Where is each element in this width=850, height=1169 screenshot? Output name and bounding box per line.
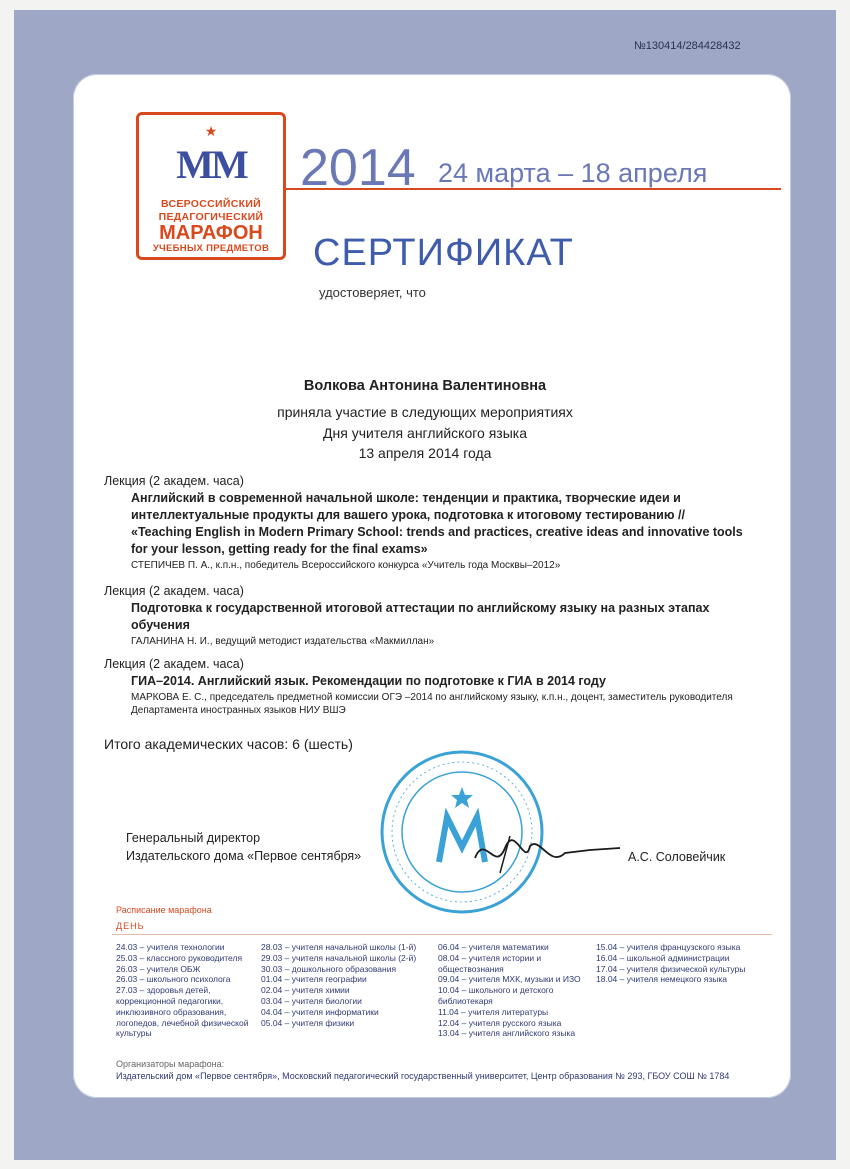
recipient-line3: 13 апреля 2014 года	[358, 445, 492, 461]
schedule-item: 13.04 – учителя английского языка	[438, 1028, 576, 1039]
schedule-item: 24.03 – учителя технологии	[116, 942, 225, 952]
schedule-item: 28.03 – учителя начальной школы (1-й)	[261, 942, 417, 952]
certificate-subtitle: удостоверяет, что	[319, 285, 426, 300]
lecture-1	[104, 474, 744, 572]
logo-line4: УЧЕБНЫХ ПРЕДМЕТОВ	[152, 243, 270, 254]
schedule-item: 01.04 – учителя географии	[261, 974, 367, 985]
schedule-item: 16.04 – школьной администрации	[596, 952, 730, 963]
lecture-title: Подготовка к государственной итоговой аттестации по английскому языку на разных этапах обучения	[131, 601, 710, 632]
total-hours: Итого академических часов: 6 (шесть)	[104, 736, 353, 752]
signatory-name: А.С. Соловейчик	[628, 850, 726, 864]
schedule-item: 18.04 – учителя немецкого языка	[596, 974, 727, 985]
serial-number: №130414/284428432	[634, 40, 741, 52]
recipient-line1: приняла участие в следующих мероприятиях	[277, 404, 573, 420]
organizers-list: Издательский дом «Первое сентября», Московский педагогический государственный университет, Центр образования № 293, ГБОУ СОШ № 1784	[116, 1071, 730, 1081]
logo-line3: МАРАФОН	[159, 222, 263, 244]
logo-line1: ВСЕРОССИЙСКИЙ	[160, 198, 262, 210]
lecture-type: Лекция (2 академ. часа)	[104, 584, 244, 598]
schedule-item: 06.04 – учителя математики	[438, 942, 549, 952]
recipient-line2: Дня учителя английского языка	[323, 425, 527, 441]
recipient-name: Волкова Антонина Валентиновна	[303, 378, 547, 394]
schedule-item: 29.03 – учителя начальной школы (2-й)	[261, 952, 417, 963]
signatory-role	[126, 829, 361, 865]
schedule-item: 05.04 – учителя физики	[261, 1017, 355, 1028]
schedule-item: 27.03 – здоровья детей, коррекционной педагогики, инклюзивного образования, логопедов, лечебной физической культуры	[116, 985, 249, 1039]
schedule-column-3	[438, 942, 593, 1039]
schedule-column-2	[261, 942, 431, 1028]
schedule-item: 25.03 – классного руководителя	[116, 952, 243, 963]
signatory-role-line1: Генеральный директор	[126, 831, 261, 845]
lecture-title: Английский в современной начальной школе: тенденции и практика, творческие идеи и интеллектуальные продукты для вашего урока, подготовка к итоговому тестированию // «Teaching English in Modern Primary School: trends and practices, creative ideas and innovative tools for your lesson, getting ready for the final exams»	[131, 491, 743, 556]
schedule-item: 03.04 – учителя биологии	[261, 995, 362, 1006]
schedule-item: 12.04 – учителя русского языка	[438, 1017, 562, 1028]
schedule-item: 09.04 – учителя МХК, музыки и ИЗО	[438, 974, 581, 985]
schedule-item: 02.04 – учителя химии	[261, 985, 350, 996]
lecture-author: СТЕПИЧЕВ П. А., к.п.н., победитель Всероссийского конкурса «Учитель года Москвы–2012»	[131, 560, 561, 571]
schedule-day-label: ДЕНЬ	[116, 921, 145, 931]
lecture-2	[104, 584, 744, 648]
event-year: 2014	[300, 139, 416, 197]
lecture-author: ГАЛАНИНА Н. И., ведущий методист издательства «Макмиллан»	[131, 636, 435, 647]
star-icon: ★	[204, 123, 218, 139]
lecture-type: Лекция (2 академ. часа)	[104, 657, 244, 671]
signature-icon	[470, 828, 640, 878]
schedule-item: 10.04 – школьного и детского библиотекаря	[438, 985, 554, 1006]
lecture-author: МАРКОВА Е. С., председатель предметной комиссии ОГЭ –2014 по английскому языку, к.п.н., доцент, заместитель руководителя Департамента иностранных языков НИУ ВШЭ	[131, 692, 733, 716]
schedule-item: 17.04 – учителя физической культуры	[596, 963, 746, 974]
certificate-title: СЕРТИФИКАТ	[313, 232, 574, 274]
logo-mark: ММ	[176, 142, 246, 187]
schedule-item: 26.03 – школьного психолога	[116, 974, 231, 985]
lecture-type: Лекция (2 академ. часа)	[104, 474, 244, 488]
schedule-divider	[112, 934, 772, 935]
signatory-role-line2: Издательского дома «Первое сентября»	[126, 849, 362, 863]
schedule-item: 26.03 – учителя ОБЖ	[116, 963, 201, 974]
marathon-logo	[136, 112, 286, 260]
schedule-title: Расписание марафона	[116, 905, 212, 915]
schedule-column-4	[596, 942, 766, 985]
event-dates: 24 марта – 18 апреля	[438, 158, 708, 188]
lecture-3	[104, 657, 744, 717]
schedule-column-1	[116, 942, 256, 1039]
schedule-item: 11.04 – учителя литературы	[438, 1006, 549, 1017]
organizers-title: Организаторы марафона:	[116, 1059, 225, 1069]
schedule-item: 15.04 – учителя французского языка	[596, 942, 741, 952]
logo-line2: ПЕДАГОГИЧЕСКИЙ	[158, 211, 264, 223]
schedule-item: 08.04 – учителя истории и обществознания	[438, 952, 542, 974]
schedule-item: 04.04 – учителя информатики	[261, 1006, 379, 1017]
lecture-title: ГИА–2014. Английский язык. Рекомендации по подготовке к ГИА в 2014 году	[131, 674, 606, 688]
schedule-item: 30.03 – дошкольного образования	[261, 963, 397, 974]
